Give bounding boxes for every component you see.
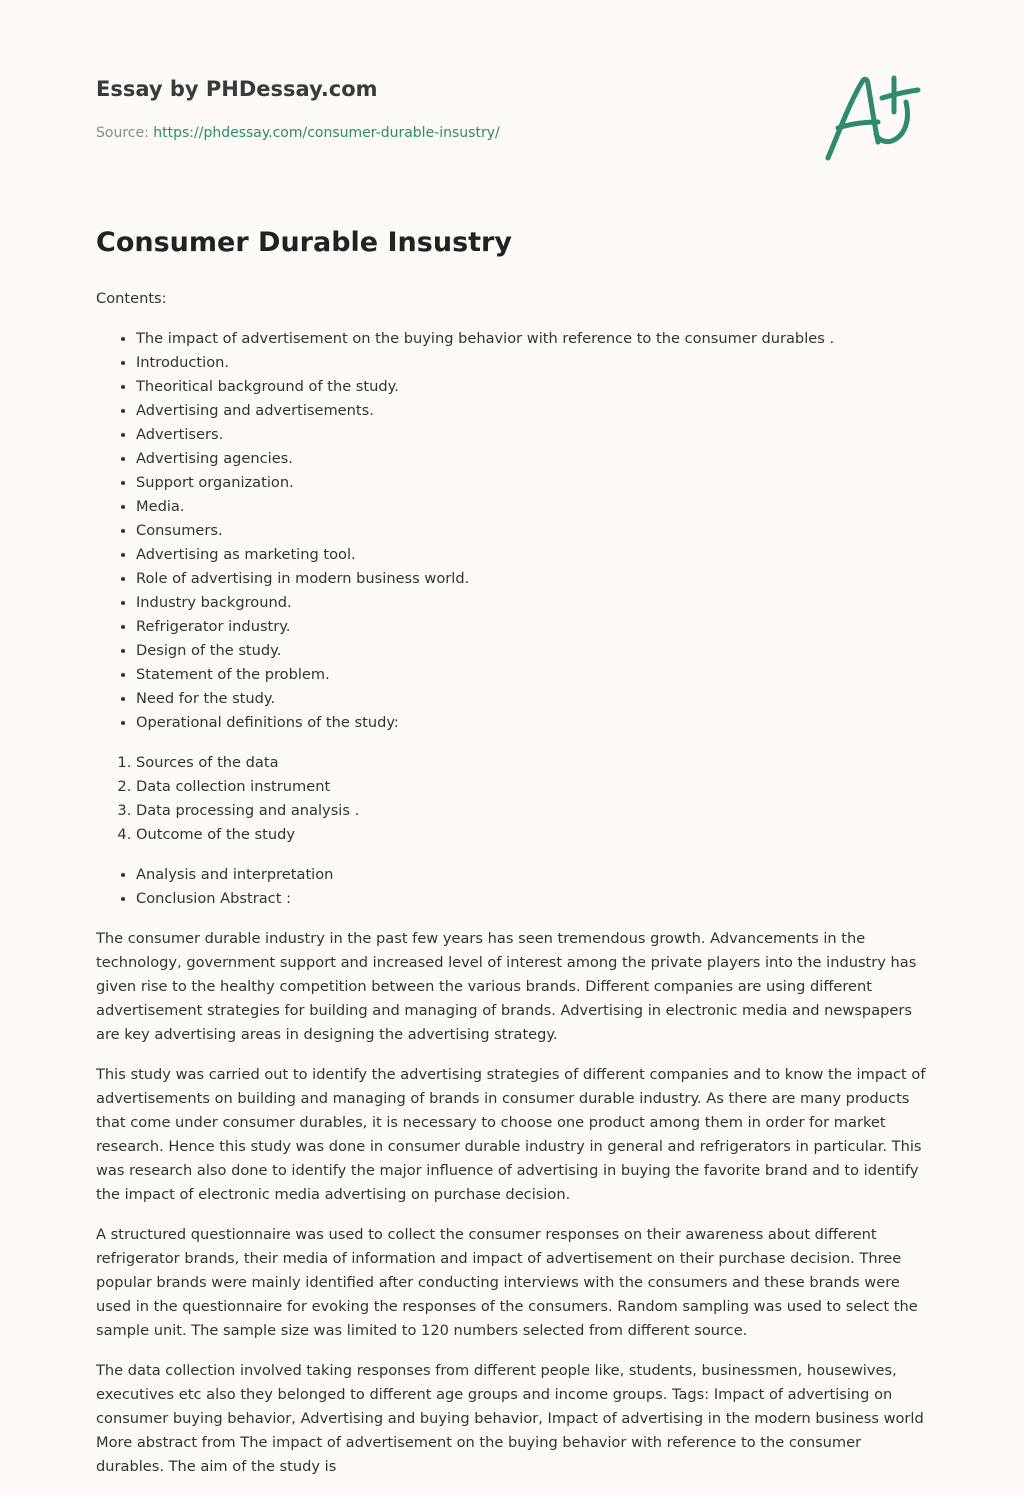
toc-item: • Design of the study.: [136, 639, 928, 663]
toc-item: • Refrigerator industry.: [136, 615, 928, 639]
toc-item: • Theoritical background of the study.: [136, 375, 928, 399]
essay-body: [96, 287, 928, 1495]
contents-label: Contents:: [96, 290, 167, 307]
toc-item: • Role of advertising in modern business world.: [136, 567, 928, 591]
toc-item: • Advertising as marketing tool.: [136, 543, 928, 567]
a-plus-logo-icon: [824, 68, 928, 164]
toc-numbered-item: 1. Sources of the data: [136, 751, 928, 775]
toc-item: • Support organization.: [136, 471, 928, 495]
toc-item: • Statement of the problem.: [136, 663, 928, 687]
essay-title: Consumer Durable Insustry: [96, 227, 512, 258]
source-label: Source:: [96, 125, 154, 141]
toc-bullet-list: [96, 327, 928, 735]
toc-numbered-item: 4. Outcome of the study: [136, 823, 928, 847]
toc-item: • Industry background.: [136, 591, 928, 615]
toc-item: • Advertising and advertisements.: [136, 399, 928, 423]
toc-item: • The impact of advertisement on the buying behavior with reference to the consumer durables .: [136, 327, 928, 351]
body-paragraph: A structured questionnaire was used to collect the consumer responses on their awareness about different refrigerator brands, their media of information and impact of advertisement on their purchase decision. Three popular brands were mainly identified after conducting interviews with the consumers and these brands were used in the questionnaire for evoking the responses of the consumers. Random sampling was used to select the sample unit. The sample size was limited to 120 numbers selected from different source.: [96, 1226, 918, 1339]
body-paragraph: The data collection involved taking responses from different people like, students, businessmen, housewives, executives etc also they belonged to different age groups and income groups. Tags: Impact of advertising on consumer buying behavior, Advertising and buying behavior, Impact of advertising in the modern business world More abstract from The impact of advertisement on the buying behavior with reference to the consumer durables. The aim of the study is: [96, 1362, 924, 1475]
source-link[interactable]: https://phdessay.com/consumer-durable-insustry/: [153, 125, 500, 141]
page-header: [96, 0, 928, 180]
toc-numbered-item: 3. Data processing and analysis .: [136, 799, 928, 823]
toc-numbered-item: 2. Data collection instrument: [136, 775, 928, 799]
body-paragraph: This study was carried out to identify the advertising strategies of different companies and to know the impact of advertisements on building and managing of brands in consumer durable industry. As there are many products that come under consumer durables, it is necessary to choose one product among them in order for market research. Hence this study was done in consumer durable industry in general and refrigerators in particular. This was research also done to identify the major influence of advertising in buying the favorite brand and to identify the impact of electronic media advertising on purchase decision.: [96, 1066, 926, 1203]
toc-item: • Advertising agencies.: [136, 447, 928, 471]
toc-numbered-list: [96, 751, 928, 847]
brand-name: Essay by PHDessay.com: [96, 77, 378, 101]
body-paragraph: The consumer durable industry in the past few years has seen tremendous growth. Advancements in the technology, government support and increased level of interest among the private players into the industry has given rise to the healthy competition between the various brands. Different companies are using different advertisement strategies for building and managing of brands. Advertising in electronic media and newspapers are key advertising areas in designing the advertising strategy.: [96, 930, 917, 1043]
toc-item: • Operational definitions of the study:: [136, 711, 928, 735]
toc-item: • Media.: [136, 495, 928, 519]
essay-paragraphs: [96, 927, 928, 1479]
toc-item: • Conclusion Abstract :: [136, 887, 928, 911]
toc-item: • Introduction.: [136, 351, 928, 375]
toc-item: • Consumers.: [136, 519, 928, 543]
essay-page: [96, 0, 928, 1475]
toc-item: • Need for the study.: [136, 687, 928, 711]
toc-item: • Analysis and interpretation: [136, 863, 928, 887]
source-line: [96, 125, 500, 141]
toc-item: • Advertisers.: [136, 423, 928, 447]
toc-bullet-list-secondary: [96, 863, 928, 911]
